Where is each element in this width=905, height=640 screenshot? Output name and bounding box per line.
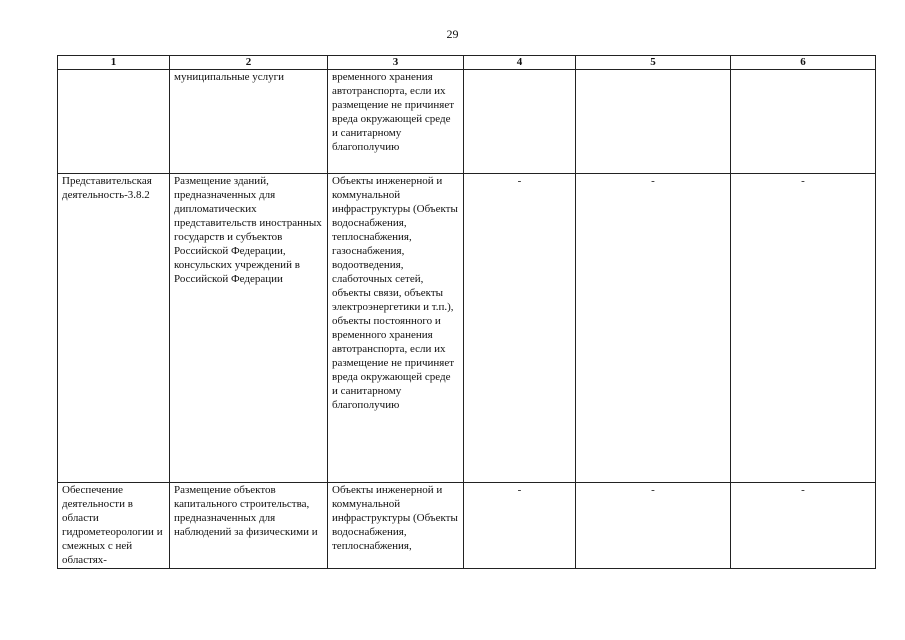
cell-use-name: Представительская деятельность-3.8.2 [58,174,170,483]
cell-use-name [58,70,170,174]
cell-col-6: - [731,483,876,569]
cell-permitted-objects: временного хранения автотранспорта, если их размещение не причиняет вреда окружающей среде и санитарному благополучию [328,70,464,174]
table-row [58,70,876,174]
cell-use-description: Размещение объектов капитального строительства, предназначенных для наблюдений за физическими и [170,483,328,569]
header-col-3: 3 [328,56,464,70]
header-col-4: 4 [464,56,576,70]
table-row [58,483,876,569]
cell-col-6: - [731,174,876,483]
cell-col-5: - [576,483,731,569]
header-row [58,56,876,70]
page-number: 29 [446,27,459,41]
cell-col-6 [731,70,876,174]
header-col-5: 5 [576,56,731,70]
cell-col-5 [576,70,731,174]
cell-use-description: Размещение зданий, предназначенных для дипломатических представительств иностранных государств и субъектов Российской Федерации, консульских учреждений в Российской Федерации [170,174,328,483]
cell-use-name: Обеспечение деятельности в области гидрометеорологии и смежных с ней областях- [58,483,170,569]
cell-col-4 [464,70,576,174]
header-col-1: 1 [58,56,170,70]
header-col-6: 6 [731,56,876,70]
cell-permitted-objects: Объекты инженерной и коммунальной инфраструктуры (Объекты водоснабжения, теплоснабжения, газоснабжения, водоотведения, слаботочных сетей, объекты связи, объекты электроэнергетики и т.п.), объекты постоянного и временного хранения автотранспорта, если их размещение не причиняет вреда окружающей среде и санитарному благополучию [328,174,464,483]
header-col-2: 2 [170,56,328,70]
cell-use-description: муниципальные услуги [170,70,328,174]
cell-col-5: - [576,174,731,483]
cell-permitted-objects: Объекты инженерной и коммунальной инфраструктуры (Объекты водоснабжения, теплоснабжения, [328,483,464,569]
cell-col-4: - [464,483,576,569]
table-row [58,174,876,483]
cell-col-4: - [464,174,576,483]
regulations-table [57,55,876,569]
